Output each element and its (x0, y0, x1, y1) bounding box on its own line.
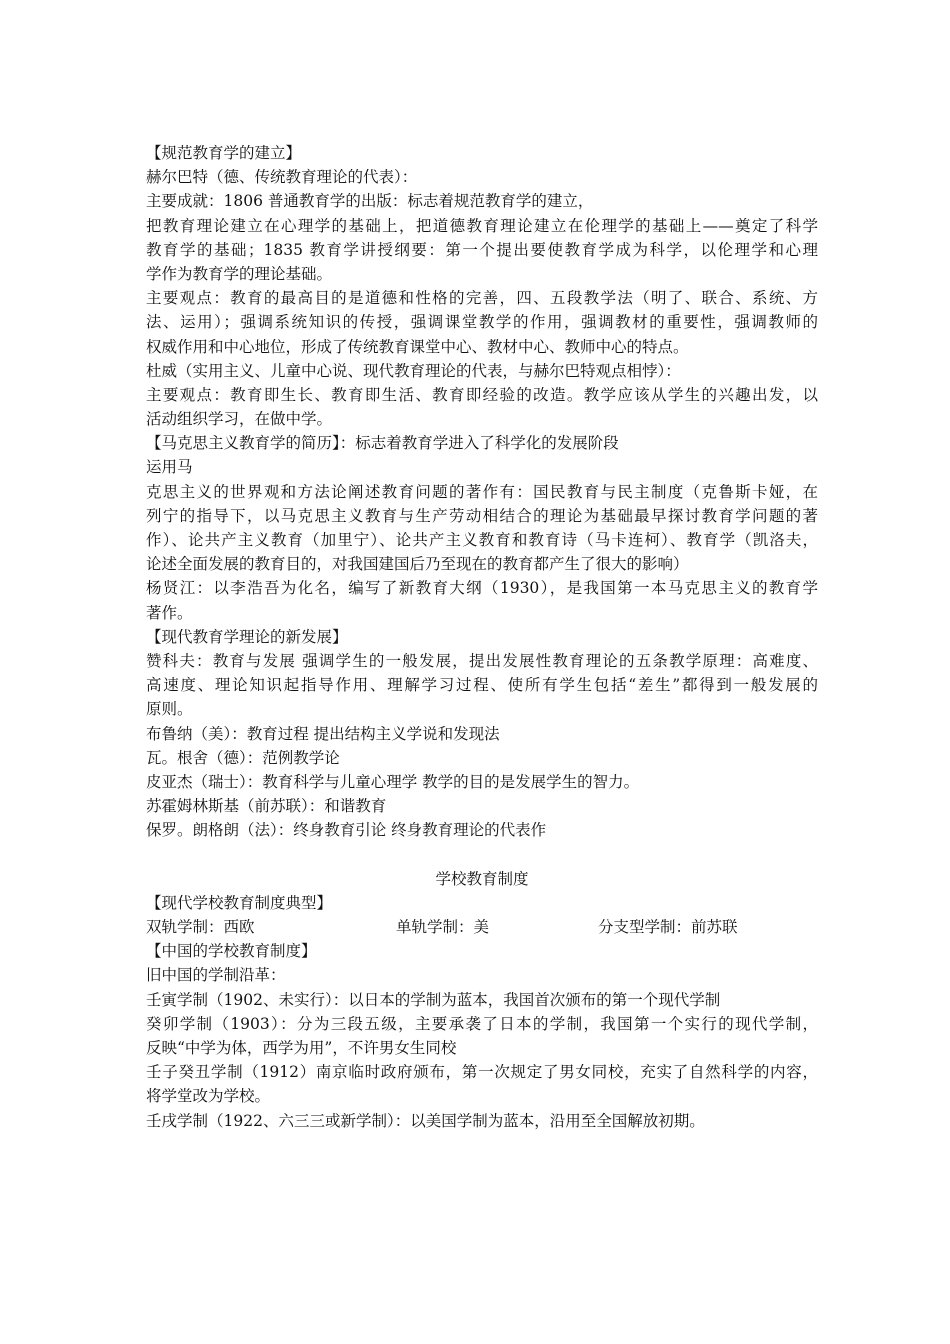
modern-theory-line: 布鲁纳（美）：教育过程 提出结构主义学说和发现法 (146, 724, 500, 743)
dual-track-system: 双轨学制：西欧 (146, 918, 255, 936)
china-system-line: 将学堂改为学校。 (146, 1087, 271, 1106)
modern-theory-line: 赞科夫：教育与发展 强调学生的一般发展，提出发展性教育理论的五条教学原理：高难度、 (146, 651, 818, 670)
herbart-achievements-line: 主要成就：1806 普通教育学的出版：标志着规范教育学的建立， (146, 192, 594, 211)
document-page (146, 141, 818, 1133)
section-heading-typical-systems: 【现代学校教育制度典型】 (146, 893, 333, 912)
spacer (146, 842, 818, 866)
marxist-line: 杨贤江：以李浩吾为化名，编写了新教育大纲（1930），是我国第一本马克思主义的教育学 (146, 579, 818, 598)
china-system-line: 癸卯学制（1903）：分为三段五级，主要承袭了日本的学制，我国第一个实行的现代学制， (146, 1014, 818, 1033)
school-system-types-row (146, 915, 818, 939)
china-system-line: 壬寅学制（1902、未实行）：以日本的学制为蓝本，我国首次颁布的第一个现代学制 (146, 990, 721, 1009)
modern-theory-line: 皮亚杰（瑞士）：教育科学与儿童心理学 教学的目的是发展学生的智力。 (146, 772, 640, 791)
dewey-views-line: 活动组织学习，在做中学。 (146, 410, 333, 429)
herbart-achievements-line: 把教育理论建立在心理学的基础上，把道德教育理论建立在伦理学的基础上——奠定了科学 (146, 216, 818, 235)
herbart-achievements-line: 教育学的基础；1835 教育学讲授纲要：第一个提出要使教育学成为科学，以伦理学和心理 (146, 240, 818, 259)
section-heading-marxist-pedagogy: 【马克思主义教育学的简历】：标志着教育学进入了科学化的发展阶段 (146, 434, 619, 453)
dewey-intro: 杜威（实用主义、儿童中心说、现代教育理论的代表，与赫尔巴特观点相悖）： (146, 361, 681, 380)
china-system-line: 反映“中学为体，西学为用”，不许男女生同校 (146, 1038, 457, 1057)
marxist-line: 列宁的指导下，以马克思主义教育与生产劳动相结合的理论为基础最早探讨教育学问题的著 (146, 506, 818, 525)
dewey-views-line: 主要观点：教育即生长、教育即生活、教育即经验的改造。教学应该从学生的兴趣出发，以 (146, 385, 818, 404)
single-track-system: 单轨学制：美 (396, 918, 490, 936)
marxist-line: 克思主义的世界观和方法论阐述教育问题的著作有：国民教育与民主制度（克鲁斯卡娅，在 (146, 482, 818, 501)
herbart-views-line: 权威作用和中心地位，形成了传统教育课堂中心、教材中心、教师中心的特点。 (146, 337, 689, 356)
marxist-line: 著作。 (146, 603, 193, 622)
modern-theory-line: 保罗。朗格朗（法）：终身教育引论 终身教育理论的代表作 (146, 821, 547, 840)
modern-theory-line: 苏霍姆林斯基（前苏联）：和谐教育 (146, 797, 387, 816)
herbart-views-line: 法、运用）；强调系统知识的传授，强调课堂教学的作用，强调教材的重要性，强调教师的 (146, 313, 818, 332)
section-heading-normative-pedagogy: 【规范教育学的建立】 (146, 144, 302, 162)
china-system-line: 壬戌学制（1922、六三三或新学制）：以美国学制为蓝本，沿用至全国解放初期。 (146, 1111, 705, 1130)
marxist-line: 运用马 (146, 458, 193, 477)
chapter-title: 学校教育制度 (435, 869, 529, 888)
marxist-line: 作）、论共产主义教育（加里宁）、论共产主义教育和教育诗（马卡连柯）、教育学（凯洛夫， (146, 531, 818, 549)
china-system-line: 壬子癸丑学制（1912）南京临时政府颁布，第一次规定了男女同校，充实了自然科学的内容， (146, 1063, 818, 1082)
section-heading-modern-theory: 【现代教育学理论的新发展】 (146, 627, 348, 646)
marxist-line: 论述全面发展的教育目的，对我国建国后乃至现在的教育都产生了很大的影响） (146, 555, 689, 574)
modern-theory-line: 高速度、理论知识起指导作用、理解学习过程、使所有学生包括“差生”都得到一般发展的 (146, 676, 818, 695)
branch-type-system: 分支型学制：前苏联 (598, 918, 738, 936)
section-heading-china-system: 【中国的学校教育制度】 (146, 942, 317, 961)
modern-theory-line: 原则。 (146, 700, 193, 719)
herbart-views-line: 主要观点：教育的最高目的是道德和性格的完善，四、五段教学法（明了、联合、系统、方 (146, 289, 818, 308)
herbart-achievements-line: 学作为教育学的理论基础。 (146, 264, 333, 283)
modern-theory-line: 瓦。根舍（德）：范例教学论 (146, 748, 340, 767)
china-system-line: 旧中国的学制沿革： (146, 966, 286, 985)
herbart-intro: 赫尔巴特（德、传统教育理论的代表）： (146, 168, 418, 187)
